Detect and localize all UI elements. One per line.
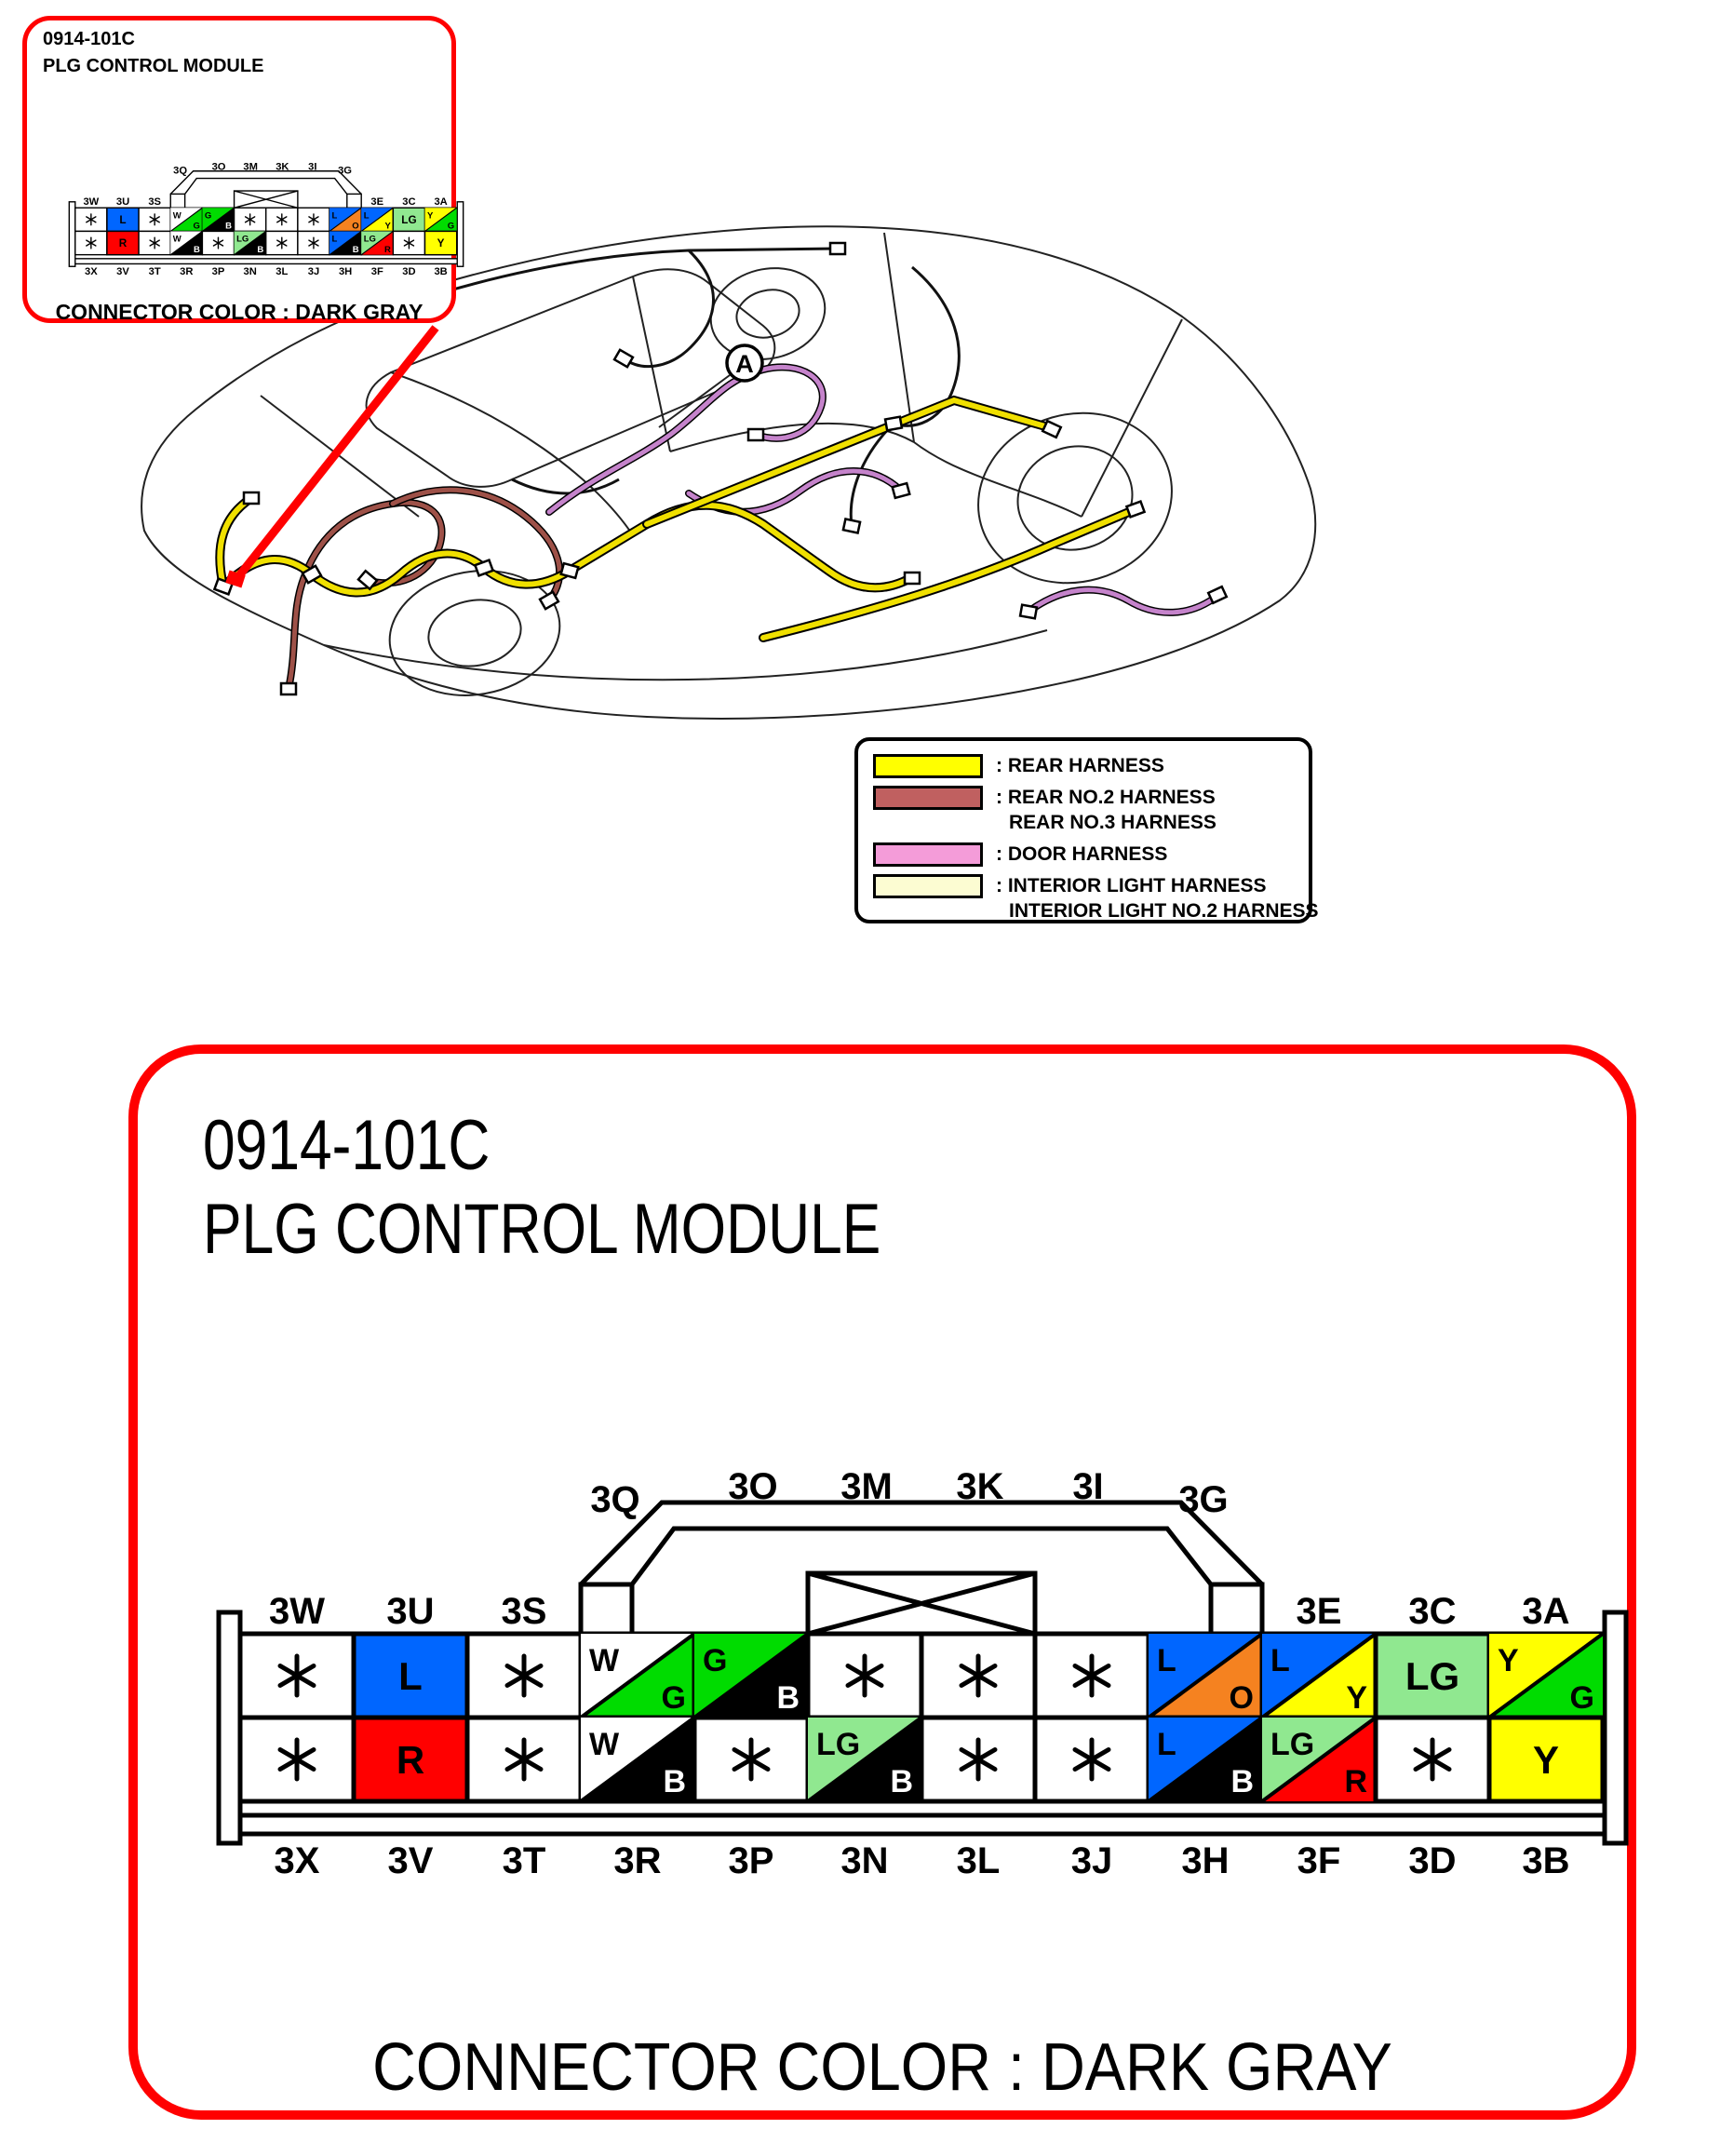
svg-text:3R: 3R <box>613 1840 662 1881</box>
svg-text:3U: 3U <box>115 196 130 209</box>
svg-text:L: L <box>1157 1727 1176 1762</box>
legend-label-line: REAR NO.3 HARNESS <box>1009 812 1216 833</box>
legend-label-line: : INTERIOR LIGHT HARNESS <box>996 875 1267 896</box>
svg-text:3E: 3E <box>1296 1591 1342 1632</box>
main-connector-name: PLG CONTROL MODULE <box>203 1190 881 1269</box>
inset-connector-panel <box>22 16 456 323</box>
svg-text:Y: Y <box>384 221 391 232</box>
svg-text:3E: 3E <box>370 196 384 209</box>
svg-text:R: R <box>1344 1764 1367 1799</box>
svg-text:3D: 3D <box>1408 1840 1457 1881</box>
svg-text:3X: 3X <box>84 266 98 278</box>
svg-text:3C: 3C <box>1408 1591 1457 1632</box>
svg-text:3Q: 3Q <box>590 1479 640 1520</box>
svg-text:LG: LG <box>816 1727 861 1762</box>
main-connector-color-note: CONNECTOR COLOR : DARK GRAY <box>372 2030 1392 2105</box>
svg-text:3T: 3T <box>148 266 161 278</box>
location-marker-a <box>659 345 762 427</box>
svg-text:G: G <box>661 1680 686 1716</box>
svg-text:B: B <box>890 1764 913 1799</box>
legend-label <box>996 753 1164 778</box>
legend-label-line: INTERIOR LIGHT NO.2 HARNESS <box>1009 900 1319 922</box>
svg-text:O: O <box>352 221 359 232</box>
door-harness <box>549 367 1217 613</box>
svg-text:W: W <box>172 234 181 245</box>
svg-text:LG: LG <box>236 234 249 245</box>
svg-text:W: W <box>589 1643 620 1678</box>
legend-label-line: : REAR HARNESS <box>996 755 1164 776</box>
svg-text:3S: 3S <box>148 196 162 209</box>
svg-text:3W: 3W <box>269 1591 325 1632</box>
svg-text:B: B <box>225 221 233 232</box>
svg-text:3W: 3W <box>83 196 100 209</box>
svg-text:L: L <box>331 210 338 222</box>
svg-text:B: B <box>776 1680 800 1716</box>
svg-text:3Q: 3Q <box>173 165 188 177</box>
svg-text:Y: Y <box>1346 1680 1367 1716</box>
svg-text:L: L <box>119 214 127 227</box>
svg-text:LG: LG <box>1405 1654 1460 1698</box>
svg-text:R: R <box>118 237 128 250</box>
svg-text:3V: 3V <box>116 266 129 278</box>
legend-color-swatch <box>873 786 983 810</box>
svg-text:B: B <box>257 244 264 255</box>
svg-text:W: W <box>589 1727 620 1762</box>
inset-connector-code: 0914-101C <box>43 29 135 49</box>
svg-text:LG: LG <box>401 214 417 227</box>
svg-text:W: W <box>172 210 181 222</box>
svg-text:3F: 3F <box>370 266 383 278</box>
svg-text:3J: 3J <box>1070 1840 1113 1881</box>
svg-text:R: R <box>396 1738 425 1782</box>
svg-text:3A: 3A <box>1522 1591 1570 1632</box>
inset-connector-color-note: CONNECTOR COLOR : DARK GRAY <box>55 300 423 324</box>
legend-label-line: : REAR NO.2 HARNESS <box>996 787 1216 808</box>
svg-text:3I: 3I <box>308 161 317 173</box>
svg-text:3I: 3I <box>1072 1466 1104 1507</box>
svg-text:3H: 3H <box>338 266 353 278</box>
svg-text:3O: 3O <box>728 1466 778 1507</box>
svg-text:3K: 3K <box>276 161 289 173</box>
svg-text:3K: 3K <box>956 1466 1004 1507</box>
svg-text:3F: 3F <box>1297 1840 1341 1881</box>
svg-text:3J: 3J <box>307 266 320 278</box>
legend-label <box>996 842 1167 867</box>
svg-text:B: B <box>352 244 359 255</box>
svg-text:3N: 3N <box>243 266 257 278</box>
svg-text:Y: Y <box>437 237 445 250</box>
wheel <box>701 256 835 371</box>
legend-label <box>996 785 1216 835</box>
connector-pinout-mini <box>58 160 475 284</box>
svg-text:3D: 3D <box>402 266 416 278</box>
svg-text:3T: 3T <box>502 1840 546 1881</box>
svg-text:L: L <box>1270 1643 1290 1678</box>
connector-pinout-large <box>178 1463 1667 1906</box>
svg-text:3U: 3U <box>386 1591 435 1632</box>
svg-text:3M: 3M <box>840 1466 893 1507</box>
svg-text:L: L <box>363 210 370 222</box>
main-connector-panel <box>128 1044 1636 2120</box>
svg-text:G: G <box>1569 1680 1594 1716</box>
rear-harness <box>220 400 1136 638</box>
connector-pinout-drawing <box>58 160 475 284</box>
legend-color-swatch <box>873 874 983 898</box>
svg-text:3O: 3O <box>211 161 226 173</box>
body-harness-lines <box>410 249 959 526</box>
marker-letter: A <box>735 350 754 378</box>
svg-text:G: G <box>703 1643 728 1678</box>
connector-pinout-drawing <box>178 1463 1667 1906</box>
legend-item <box>873 785 1296 835</box>
svg-text:3M: 3M <box>243 161 258 173</box>
svg-text:3S: 3S <box>501 1591 547 1632</box>
svg-text:3P: 3P <box>211 266 225 278</box>
legend-color-swatch <box>873 842 983 867</box>
svg-text:B: B <box>663 1764 686 1799</box>
svg-text:3L: 3L <box>956 1840 1001 1881</box>
svg-text:G: G <box>204 210 212 222</box>
legend-items <box>873 753 1319 923</box>
svg-text:R: R <box>383 244 391 255</box>
legend-color-swatch <box>873 754 983 778</box>
svg-text:LG: LG <box>363 234 376 245</box>
svg-text:B: B <box>194 244 200 255</box>
legend-item <box>873 842 1296 867</box>
svg-text:3R: 3R <box>180 266 194 278</box>
svg-text:B: B <box>1230 1764 1254 1799</box>
harness-legend <box>854 737 1319 923</box>
svg-text:LG: LG <box>1270 1727 1315 1762</box>
inset-connector-name: PLG CONTROL MODULE <box>43 56 264 76</box>
svg-text:3N: 3N <box>840 1840 889 1881</box>
svg-text:3G: 3G <box>338 165 353 177</box>
legend-label <box>996 873 1319 923</box>
svg-text:3L: 3L <box>276 266 289 278</box>
svg-text:3C: 3C <box>402 196 416 209</box>
svg-text:L: L <box>1157 1643 1176 1678</box>
svg-text:3P: 3P <box>728 1840 774 1881</box>
main-connector-code: 0914-101C <box>203 1106 491 1185</box>
svg-text:Y: Y <box>1532 1738 1560 1782</box>
svg-text:G: G <box>193 221 200 232</box>
svg-text:3B: 3B <box>1522 1840 1570 1881</box>
legend-item <box>873 753 1296 778</box>
svg-text:3V: 3V <box>387 1840 434 1881</box>
callout-leader-line <box>225 328 436 587</box>
svg-text:Y: Y <box>427 210 434 222</box>
svg-text:O: O <box>1229 1680 1254 1716</box>
svg-text:3A: 3A <box>434 196 448 209</box>
svg-text:3X: 3X <box>274 1840 320 1881</box>
svg-text:Y: Y <box>1498 1643 1519 1678</box>
svg-text:3G: 3G <box>1178 1479 1229 1520</box>
svg-text:3B: 3B <box>434 266 448 278</box>
svg-text:L: L <box>398 1654 423 1698</box>
legend-label-line: : DOOR HARNESS <box>996 843 1168 865</box>
svg-text:L: L <box>331 234 338 245</box>
svg-text:G: G <box>447 221 455 232</box>
legend-item <box>873 873 1319 923</box>
svg-text:3H: 3H <box>1181 1840 1230 1881</box>
